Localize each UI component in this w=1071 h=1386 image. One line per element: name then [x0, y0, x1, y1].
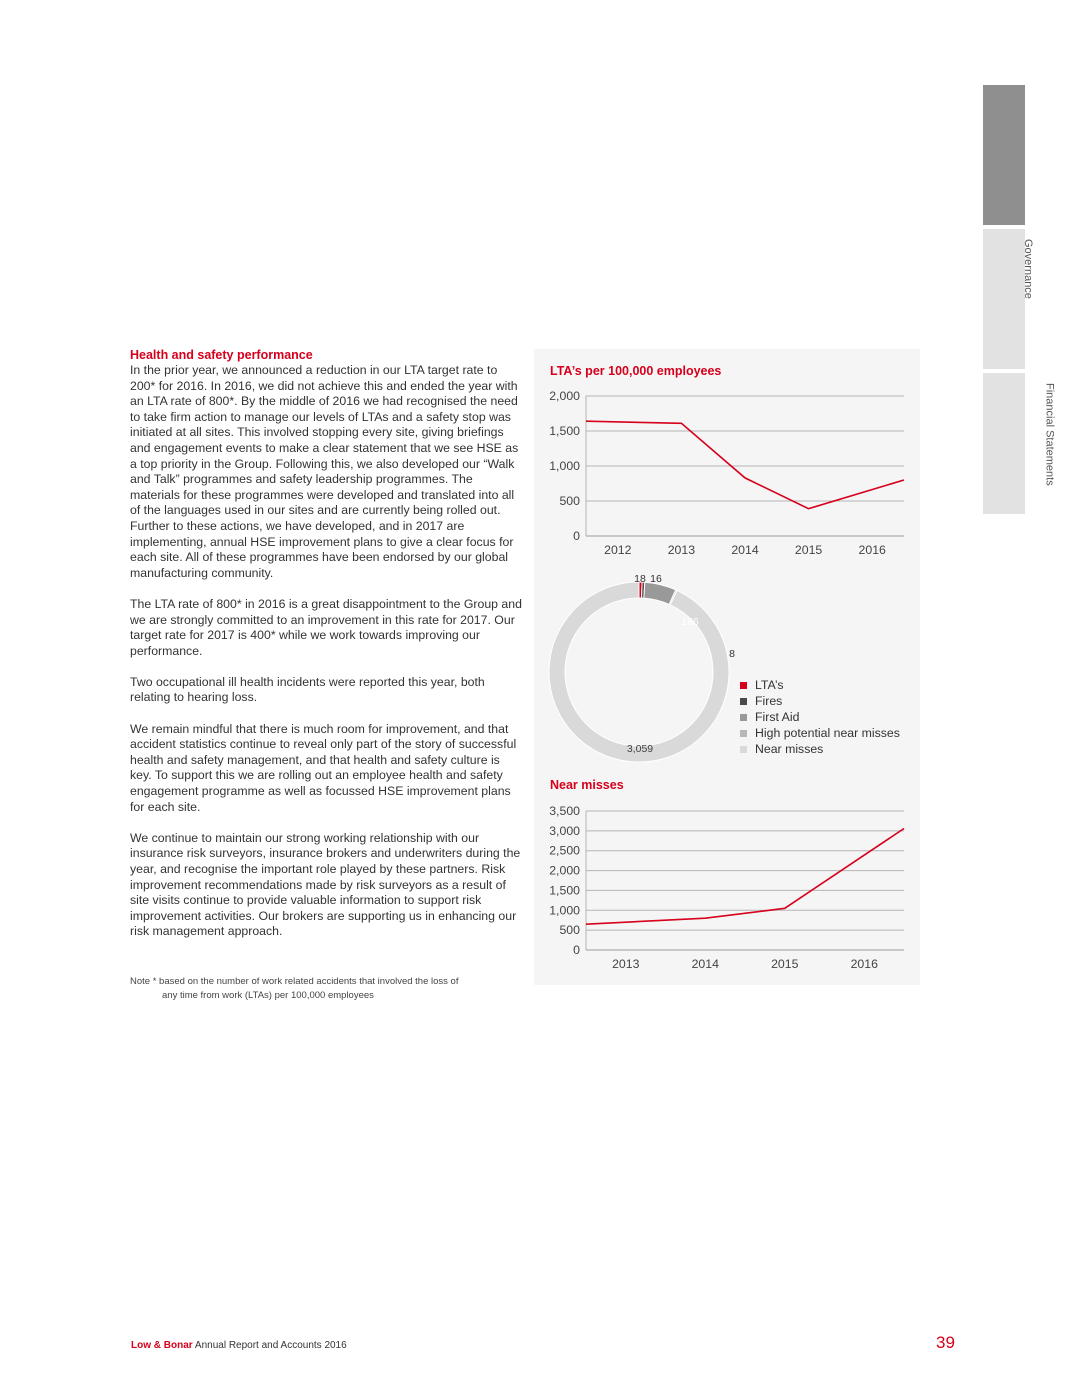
lta-chart-xtick-label: 2016 [858, 543, 886, 557]
charts-svg [534, 349, 920, 985]
legend-label: LTA’s [755, 678, 784, 692]
legend-label: First Aid [755, 710, 800, 724]
lta-chart-xtick-label: 2014 [731, 543, 759, 557]
legend-label: Fires [755, 694, 783, 708]
legend-item [740, 677, 900, 693]
near-misses-chart-ytick-label: 1,000 [549, 903, 580, 918]
legend-swatch [740, 714, 747, 721]
legend-swatch [740, 682, 747, 689]
legend-item [740, 741, 900, 757]
tab-governance-label: Governance [1021, 239, 1034, 299]
paragraph-1: In the prior year, we announced a reduction in our LTA target rate to 200* for 2016. In 2016, we did not achieve this and ended the year with an LTA rate of 800*. By the middle of 2016 we had recognised the need to take firm action to manage our levels of LTAs and a safety stop was initiated at all sites. This involved stopping every site, giving briefings and engagement events to make a clear statement that we see HSE as a top priority in the Group. Following this, we also developed our “Walk and Talk” programmes and safety leadership programmes. The materials for these programmes were developed and translated into all of the languages used in our sites and are currently being rolled out. Further to these actions, we have developed, and in 2017 are implementing, annual HSE improvement plans to give a clear focus for each site. All of these programmes have been endorsed by our global manufacturing community. [130, 363, 519, 580]
near-misses-chart-ytick-label: 2,500 [549, 843, 580, 858]
near-misses-chart-xtick-label: 2016 [850, 957, 878, 971]
tab-financial-statements[interactable] [983, 373, 1056, 514]
charts-panel [534, 349, 920, 985]
near-misses-chart-title: Near misses [550, 778, 624, 792]
near-misses-chart-xtick-label: 2013 [612, 957, 640, 971]
legend-swatch [740, 698, 747, 705]
legend-swatch [740, 746, 747, 753]
footer-brand: Low & Bonar [131, 1340, 193, 1351]
lta-chart-xtick-label: 2013 [667, 543, 696, 557]
legend-label: Near misses [755, 742, 824, 756]
tab-financial-statements-label: Financial Statements [1043, 383, 1056, 486]
near-misses-chart-ytick-label: 1,500 [549, 883, 580, 898]
tab-strategic-report[interactable] [983, 85, 1044, 225]
paragraph-4: We remain mindful that there is much room for improvement, and that accident statistics continue to reveal only part of the story of successful health and safety management, and that health and safety culture is key. To support this we are rolling out an employee health and safety engagement programme as well as focussed HSE improvement plans for each site. [130, 721, 517, 814]
lta-chart-ytick-label: 0 [573, 529, 580, 543]
lta-chart-series-line [586, 421, 904, 509]
donut-label-high-potential: 8 [729, 648, 735, 660]
near-misses-chart-xtick-label: 2015 [771, 957, 799, 971]
lta-chart-ytick-label: 1,000 [549, 459, 580, 473]
donut-label-fires: 16 [650, 573, 662, 585]
footer-title: Annual Report and Accounts 2016 [194, 1340, 347, 1351]
donut-slice [549, 582, 729, 762]
near-misses-chart-ytick-label: 3,500 [549, 804, 580, 818]
legend-swatch [740, 730, 747, 737]
tab-governance[interactable] [983, 229, 1034, 369]
paragraph-5: We continue to maintain our strong working relationship with our insurance risk surveyors, insurance brokers and underwriters during the year, and recognise the important role played by these partners. Risk improvement recommendations made by risk surveyors as a result of site visits continue to provide valuable information to support risk improvement activities. Our brokers are supporting us in enhancing our risk management approach. [130, 830, 521, 939]
footnote [130, 975, 530, 1003]
lta-chart-xtick-label: 2015 [794, 543, 823, 557]
lta-chart-ytick-label: 1,500 [549, 424, 580, 438]
footer [131, 1340, 347, 1351]
lta-chart-xtick-label: 2012 [604, 543, 632, 557]
donut-legend [740, 677, 900, 757]
body-text-column [130, 348, 522, 940]
paragraph-3: Two occupational ill health incidents were reported this year, both relating to hearing loss. [130, 674, 485, 705]
legend-label: High potential near misses [755, 726, 900, 740]
tab-strategic-report-label: Strategic Report [1031, 95, 1044, 175]
donut-label-ltas: 18 [634, 573, 646, 585]
page-number: 39 [936, 1333, 955, 1352]
footnote-line-2: any time from work (LTAs) per 100,000 employees [162, 990, 374, 1001]
near-misses-chart-ytick-label: 3,000 [549, 823, 580, 838]
lta-chart-title: LTA’s per 100,000 employees [550, 364, 722, 378]
near-misses-chart-xtick-label: 2014 [691, 957, 719, 971]
section-heading: Health and safety performance [130, 348, 313, 362]
legend-item [740, 725, 900, 741]
lta-chart-ytick-label: 500 [559, 494, 580, 508]
lta-chart-ytick-label: 2,000 [549, 389, 580, 403]
near-misses-chart-ytick-label: 2,000 [549, 863, 580, 878]
footnote-line-1: Note * based on the number of work related accidents that involved the loss of [130, 976, 459, 987]
legend-item [740, 709, 900, 725]
near-misses-chart-ytick-label: 500 [559, 923, 580, 938]
donut-label-first-aid: 186 [681, 616, 699, 628]
paragraph-2: The LTA rate of 800* in 2016 is a great disappointment to the Group and we are strongly committed to an improvement in this rate for 2017. Our target rate for 2017 is 400* while we work towards improving our performance. [130, 596, 522, 658]
near-misses-chart-ytick-label: 0 [573, 943, 580, 957]
legend-item [740, 693, 900, 709]
donut-label-near-misses: 3,059 [626, 743, 654, 755]
